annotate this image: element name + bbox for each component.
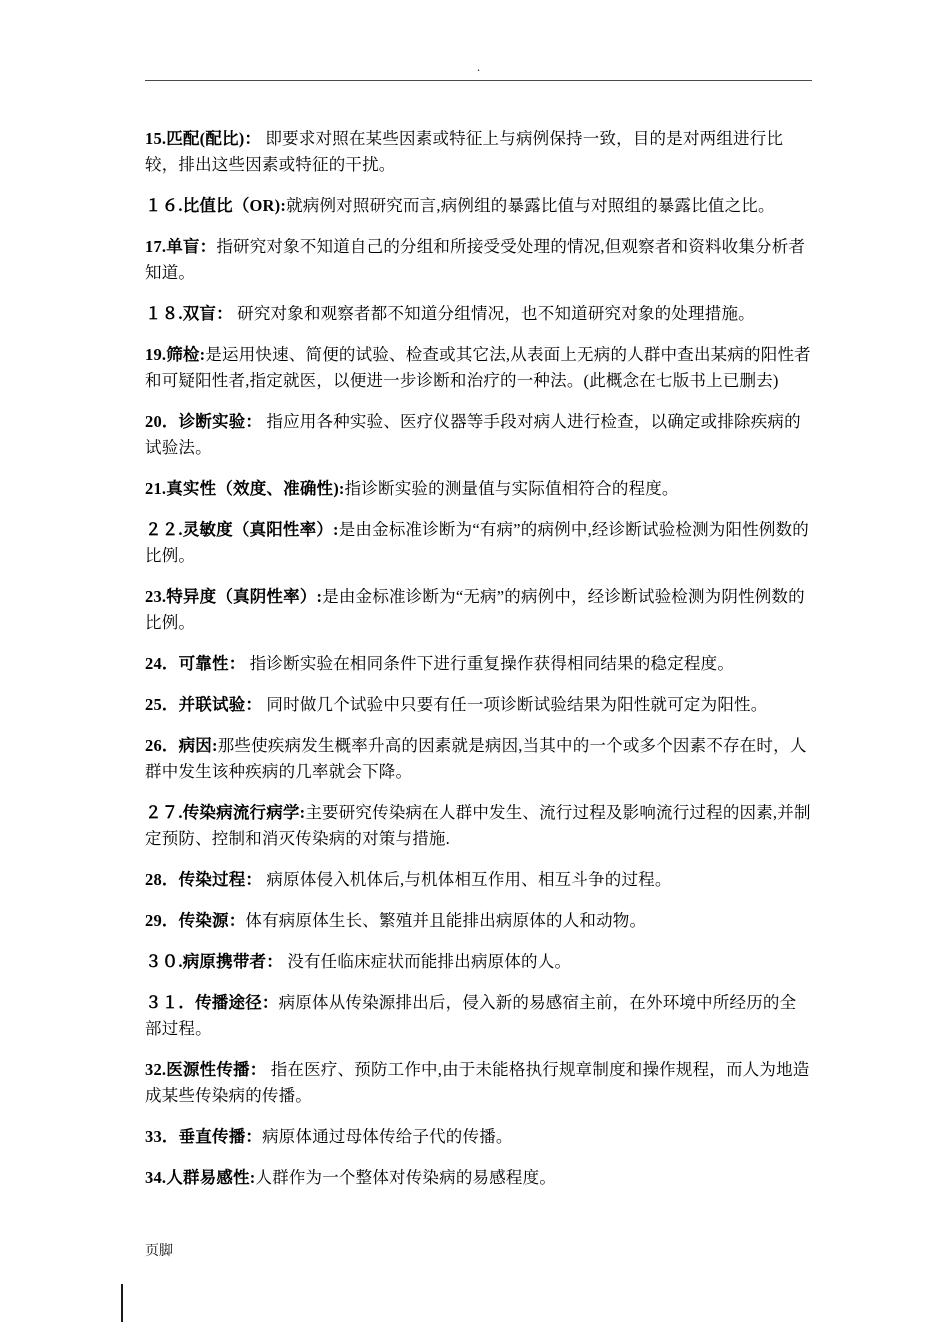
definition-item	[145, 867, 812, 893]
page-footer	[145, 1243, 173, 1261]
definition-item	[145, 990, 812, 1042]
definition-text: 那些使疾病发生概率升高的因素就是病因,当其中的一个或多个因素不存在时，人群中发生该种疾病的几率就会下降。	[145, 736, 807, 781]
definition-text: 是运用快速、简便的试验、检查或其它法,从表面上无病的人群中查出某病的阳性者和可疑阳性者,指定就医，以便进一步诊断和治疗的一种法。(此概念在七版书上已删去)	[145, 345, 811, 390]
definition-text: 病原体侵入机体后,与机体相互作用、相互斗争的过程。	[262, 870, 672, 889]
definition-item	[145, 908, 812, 934]
term-label: 19.筛检:	[145, 345, 206, 364]
term-label: 34.人群易感性:	[145, 1168, 256, 1187]
definition-text: 指应用各种实验、医疗仪器等手段对病人进行检查，以确定或排除疾病的试验法。	[145, 412, 801, 457]
text-cursor	[121, 1284, 123, 1322]
term-label: 17.单盲：	[145, 237, 217, 256]
term-label: １８.双盲：	[145, 304, 233, 323]
definition-text: 就病例对照研究而言,病例组的暴露比值与对照组的暴露比值之比。	[286, 196, 775, 215]
term-label: 28．传染过程：	[145, 870, 263, 889]
term-label: ３１．传播途径：	[145, 993, 279, 1012]
definition-item	[145, 1165, 812, 1191]
definition-item	[145, 301, 812, 327]
term-label: 24．可靠性：	[145, 654, 246, 673]
term-label: 20．诊断实验：	[145, 412, 263, 431]
definition-item	[145, 1057, 812, 1109]
definition-item	[145, 409, 812, 461]
definition-item	[145, 234, 812, 286]
definition-item	[145, 692, 812, 718]
footer-label: 页脚	[145, 1244, 173, 1259]
definition-text: 指诊断实验的测量值与实际值相符合的程度。	[344, 479, 679, 498]
definition-item	[145, 733, 812, 785]
definition-item	[145, 584, 812, 636]
definition-text: 指诊断实验在相同条件下进行重复操作获得相同结果的稳定程度。	[245, 654, 735, 673]
definition-text: 体有病原体生长、繁殖并且能排出病原体的人和动物。	[245, 911, 647, 930]
term-label: 29．传染源：	[145, 911, 246, 930]
definition-item	[145, 949, 812, 975]
term-label: 15.匹配(配比)：	[145, 129, 262, 148]
definition-text: 是由金标准诊断为“无病”的病例中，经诊断试验检测为阴性例数的比例。	[145, 587, 805, 632]
definition-text: 研究对象和观察者都不知道分组情况，也不知道研究对象的处理措施。	[232, 304, 755, 323]
term-label: ２２.灵敏度（真阳性率）:	[145, 520, 339, 539]
term-label: １６.比值比（OR):	[145, 196, 287, 215]
term-label: ３０.病原携带者：	[145, 952, 283, 971]
definition-text: 指研究对象不知道自己的分组和所接受受处理的情况,但观察者和资料收集分析者知道。	[145, 237, 806, 282]
definition-item	[145, 476, 812, 502]
definition-text: 人群作为一个整体对传染病的易感程度。	[255, 1168, 557, 1187]
header-dot: .	[476, 59, 481, 74]
term-label: 25．并联试验：	[145, 695, 263, 714]
definition-item	[145, 517, 812, 569]
term-label: ２７.传染病流行病学:	[145, 803, 306, 822]
term-label: 23.特异度（真阴性率）:	[145, 587, 323, 606]
definition-text: 病原体从传染源排出后，侵入新的易感宿主前，在外环境中所经历的全部过程。	[145, 993, 797, 1038]
term-label: 32.医源性传播：	[145, 1060, 267, 1079]
term-label: 33．垂直传播：	[145, 1127, 263, 1146]
definition-item	[145, 651, 812, 677]
definition-text: 指在医疗、预防工作中,由于未能格执行规章制度和操作规程，而人为地造成某些传染病的传播。	[145, 1060, 810, 1105]
header-rule	[145, 80, 812, 81]
definition-text: 病原体通过母体传给子代的传播。	[262, 1127, 513, 1146]
term-label: 21.真实性（效度、准确性):	[145, 479, 345, 498]
definition-text: 是由金标准诊断为“有病”的病例中,经诊断试验检测为阳性例数的比例。	[145, 520, 810, 565]
definition-text: 同时做几个试验中只要有任一项诊断试验结果为阳性就可定为阳性。	[262, 695, 768, 714]
definition-item	[145, 800, 812, 852]
definition-text: 主要研究传染病在人群中发生、流行过程及影响流行过程的因素,并制定预防、控制和消灭传染病的对策与措施.	[145, 803, 811, 848]
definition-text: 没有任临床症状而能排出病原体的人。	[282, 952, 572, 971]
term-label: 26．病因:	[145, 736, 218, 755]
definition-item	[145, 126, 812, 178]
definition-item	[145, 1124, 812, 1150]
definition-item	[145, 342, 812, 394]
definition-list	[145, 126, 812, 1206]
page-header	[145, 60, 812, 81]
definition-text: 即要求对照在某些因素或特征上与病例保持一致，目的是对两组进行比较，排出这些因素或特征的干扰。	[145, 129, 784, 174]
definition-item	[145, 193, 812, 219]
